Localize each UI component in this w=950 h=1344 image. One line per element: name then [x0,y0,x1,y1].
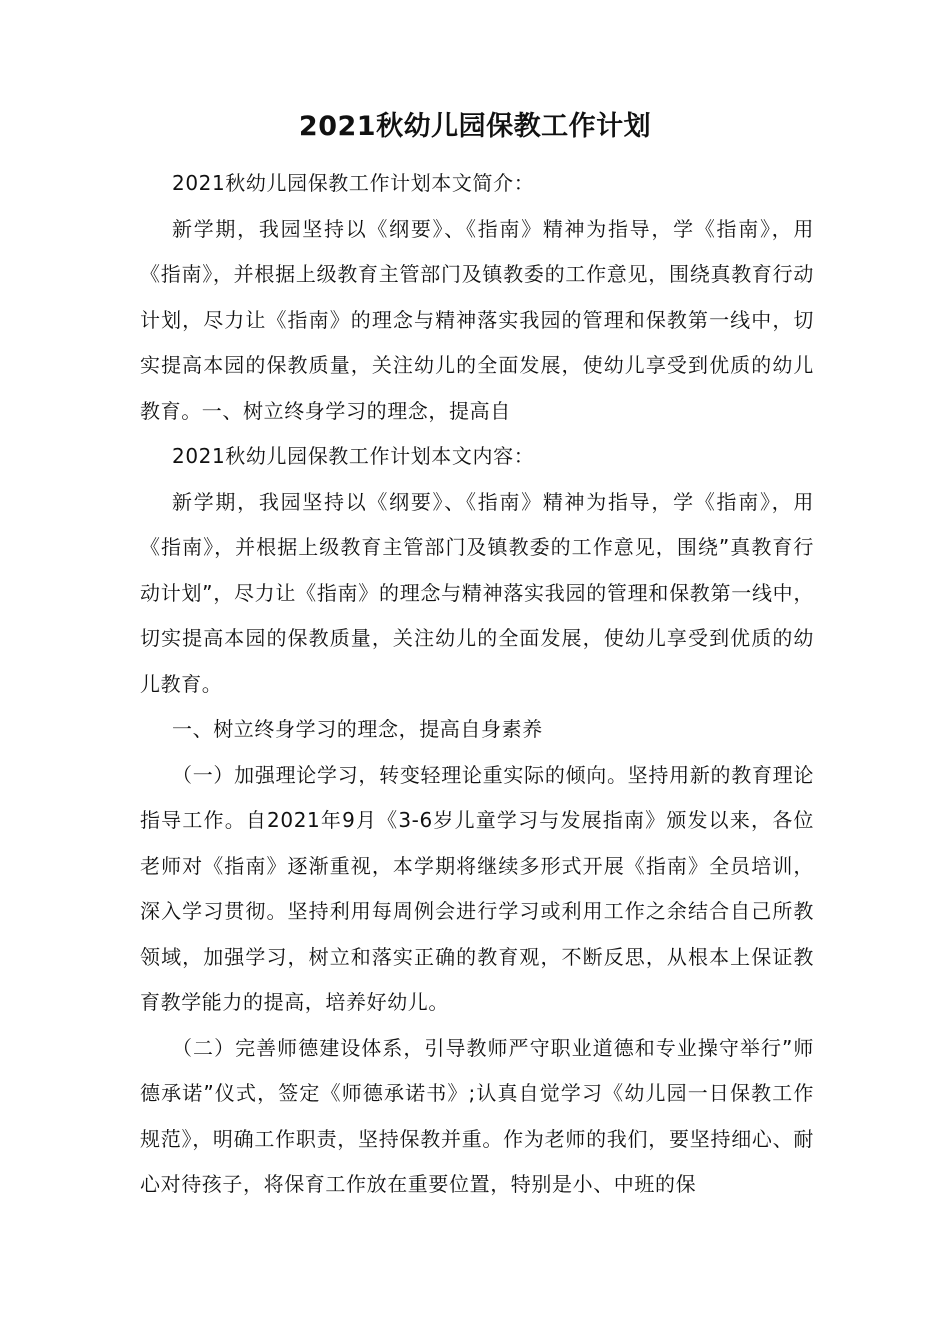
paragraph-intro-text: 新学期，我园坚持以《纲要》、《指南》精神为指导，学《指南》，用《指南》，并根据上级教育主管部门及镇教委的工作意见，围绕真教育行动计划，尽力让《指南》的理念与精神落实我园的管理和保教第一线中，切实提高本园的保教质量，关注幼儿的全面发展，使幼儿享受到优质的幼儿教育。一、树立终身学习的理念，提高自 [140,216,814,423]
document-body [140,161,814,1208]
paragraph-section-one-b: （二）完善师德建设体系，引导教师严守职业道德和专业操守举行”师德承诺”仪式，签定《师德承诺书》;认真自觉学习《幼儿园一日保教工作规范》，明确工作职责，坚持保教并重。作为老师的我们，要坚持细心、耐心对待孩子，将保育工作放在重要位置，特别是小、中班的保 [140,1035,814,1196]
paragraph-content-heading: 2021秋幼儿园保教工作计划本文内容： [172,444,535,468]
section-heading-one: 一、树立终身学习的理念，提高自身素养 [172,717,543,741]
document-title: 2021秋幼儿园保教工作计划 [298,111,652,142]
paragraph-section-one-a: （一）加强理论学习，转变轻理论重实际的倾向。坚持用新的教育理论指导工作。自2021年9月《3-6岁儿童学习与发展指南》颁发以来，各位老师对《指南》逐渐重视，本学期将继续多形式开展《指南》全员培训，深入学习贯彻。坚持利用每周例会进行学习或利用工作之余结合自己所教领域，加强学习，树立和落实正确的教育观，不断反思，从根本上保证教育教学能力的提高，培养好幼儿。 [140,762,814,1014]
paragraph-content-text: 新学期，我园坚持以《纲要》、《指南》精神为指导，学《指南》，用《指南》，并根据上级教育主管部门及镇教委的工作意见，围绕”真教育行动计划”，尽力让《指南》的理念与精神落实我园的管理和保教第一线中，切实提高本园的保教质量，关注幼儿的全面发展，使幼儿享受到优质的幼儿教育。 [140,489,814,696]
paragraph-intro-heading: 2021秋幼儿园保教工作计划本文简介： [172,171,535,195]
